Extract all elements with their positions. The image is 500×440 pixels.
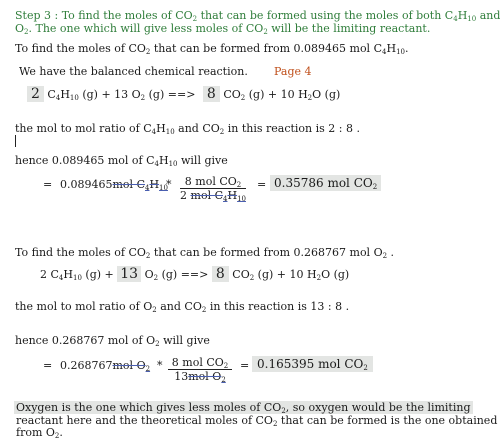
text: hence 0.268767 mol of O [15,334,156,347]
part1-calc-equals: = [43,178,53,191]
subscript: 2 [152,306,157,314]
subscript: 10 [396,48,405,56]
subscript: 10 [165,128,175,136]
text: H [227,189,238,202]
step3-text: and [476,9,500,22]
conclusion-line1 [14,401,473,414]
part2-fraction [168,356,232,383]
text: (g) + [81,268,114,281]
subscript: 2 [155,340,160,348]
text: 2 [180,189,188,202]
subscript: 2 [192,15,198,23]
page-label: Page 4 [274,65,312,78]
subscript: 2 [145,252,151,260]
subscript: 10 [237,195,246,203]
cancelled-unit [113,178,168,191]
part1-result-equals: = [257,178,267,191]
part2-result-equals: = [240,359,250,372]
subscript: 2 [281,407,286,415]
part2-ratio [15,300,349,313]
coefficient-box: 2 [27,86,44,102]
text: 0.089465 [60,178,113,191]
part2-calc-start [60,359,150,372]
step3-text: O [15,22,25,35]
cancelled-unit [188,370,226,383]
subscript: 4 [151,128,157,136]
step3-text: Step 3 : To find the moles of CO [15,9,193,22]
text: H [386,42,397,55]
text: To find the moles of CO [15,246,146,259]
subscript: 2 [221,376,226,384]
text: mol O [188,370,222,383]
text: (g) + 10 H [245,88,308,101]
subscript: 2 [145,48,151,56]
part2-intro [15,246,394,259]
text: H [149,178,160,191]
part1-calc-start [60,178,168,191]
coefficient-box: 8 [203,86,220,102]
subscript: 2 [145,365,151,373]
step3-line2 [15,22,430,35]
numerator [180,175,246,188]
subscript: 2 [140,94,146,102]
subscript: 2 [54,432,60,440]
fraction-bar [168,369,232,383]
subscript: 10 [72,274,82,282]
text: H [60,88,70,101]
step3-line1 [15,9,500,22]
text: (g) ==> [158,268,209,281]
subscript: 2 [24,28,29,36]
text: H [156,122,166,135]
text: will give [177,154,228,167]
text: . [59,426,63,439]
numerator [168,356,232,369]
text: mol C [112,178,145,191]
subscript: 10 [168,160,178,168]
part2-calc-equals: = [43,359,53,372]
text: C [47,88,56,101]
part1-times: * [166,178,172,191]
text: CO [232,268,250,281]
subscript: 2 [316,274,322,282]
text: CO [223,88,241,101]
subscript: 2 [240,94,246,102]
part1-hence [15,154,228,167]
text: (g) ==> [145,88,196,101]
subscript: 2 [223,362,229,370]
text: hence 0.089465 mol of C [15,154,155,167]
text: 0.165395 mol CO [257,357,364,371]
text: 2 C [40,268,59,281]
subscript: 4 [58,274,64,282]
text: that can be formed from 0.089465 mol C [150,42,382,55]
text: mol O [112,359,146,372]
subscript: 2 [382,252,388,260]
part2-result [252,356,373,372]
subscript: 2 [153,274,159,282]
part2-equation [40,266,349,282]
text: that can be formed from 0.268767 mol O [150,246,383,259]
text: O (g) [321,268,350,281]
part1-equation [27,86,340,102]
subscript: 2 [219,128,225,136]
text: reactant here and the theoretical moles of CO [16,414,273,427]
text: 8 mol CO [171,356,224,369]
text: (g) + 13 O [78,88,141,101]
text: that can be formed is the one obtained [277,414,498,427]
text: from O [16,426,55,439]
cancelled-unit [113,359,151,372]
subscript: 2 [236,181,242,189]
subscript: 2 [272,420,278,428]
subscript: 2 [201,306,207,314]
text: O (g) [312,88,341,101]
subscript: 4 [154,160,159,168]
subscript: 4 [144,184,150,192]
text: H [158,154,169,167]
subscript: 2 [263,28,268,36]
text: mol C [190,189,223,202]
text: . [404,42,409,55]
subscript: 10 [467,15,477,23]
part1-ratio [15,122,360,135]
text: 8 mol CO [184,175,237,188]
fraction-bar [180,188,246,202]
subscript: 10 [69,94,79,102]
text: To find the moles of CO [15,42,146,55]
subscript: 4 [223,195,228,203]
text-cursor [15,135,16,147]
balanced-reaction-text: We have the balanced chemical reaction. [19,65,248,78]
text: and CO [174,122,220,135]
subscript: 2 [363,364,368,372]
part1-fraction [180,175,246,202]
text: O [144,268,154,281]
text: H [63,268,73,281]
step3-text: H [457,9,468,22]
subscript: 10 [159,184,168,192]
text: 13 [174,370,189,383]
subscript: 4 [55,94,61,102]
text: 0.35786 mol CO [274,176,373,190]
text: Oxygen is the one which gives less moles of CO [16,401,282,414]
subscript: 2 [249,274,255,282]
text: will give [159,334,210,347]
part2-times: * [157,359,163,372]
text: , so oxygen would be the limiting [285,401,471,414]
cancelled-unit [191,189,246,202]
conclusion-line2 [16,414,497,427]
part1-result [270,175,381,191]
step3-text: . The one which will give less moles of CO [28,22,264,35]
text: the mol to mol ratio of O [15,300,153,313]
part1-intro [15,42,408,55]
step3-text: that can be formed using the moles of both C [197,9,454,22]
subscript: 2 [372,183,378,191]
subscript: 4 [382,48,387,56]
coefficient-box: 13 [117,266,141,282]
conclusion-line3 [16,426,63,439]
text: in this reaction is 13 : 8 . [206,300,350,313]
text: 0.268767 [60,359,113,372]
text: (g) + 10 H [254,268,317,281]
text: and CO [156,300,202,313]
text: the mol to mol ratio of C [15,122,152,135]
subscript: 4 [453,15,458,23]
step3-text: will be the limiting reactant. [267,22,431,35]
text: in this reaction is 2 : 8 . [224,122,360,135]
coefficient-box: 8 [212,266,229,282]
part2-hence [15,334,210,347]
text: . [387,246,395,259]
subscript: 2 [307,94,313,102]
